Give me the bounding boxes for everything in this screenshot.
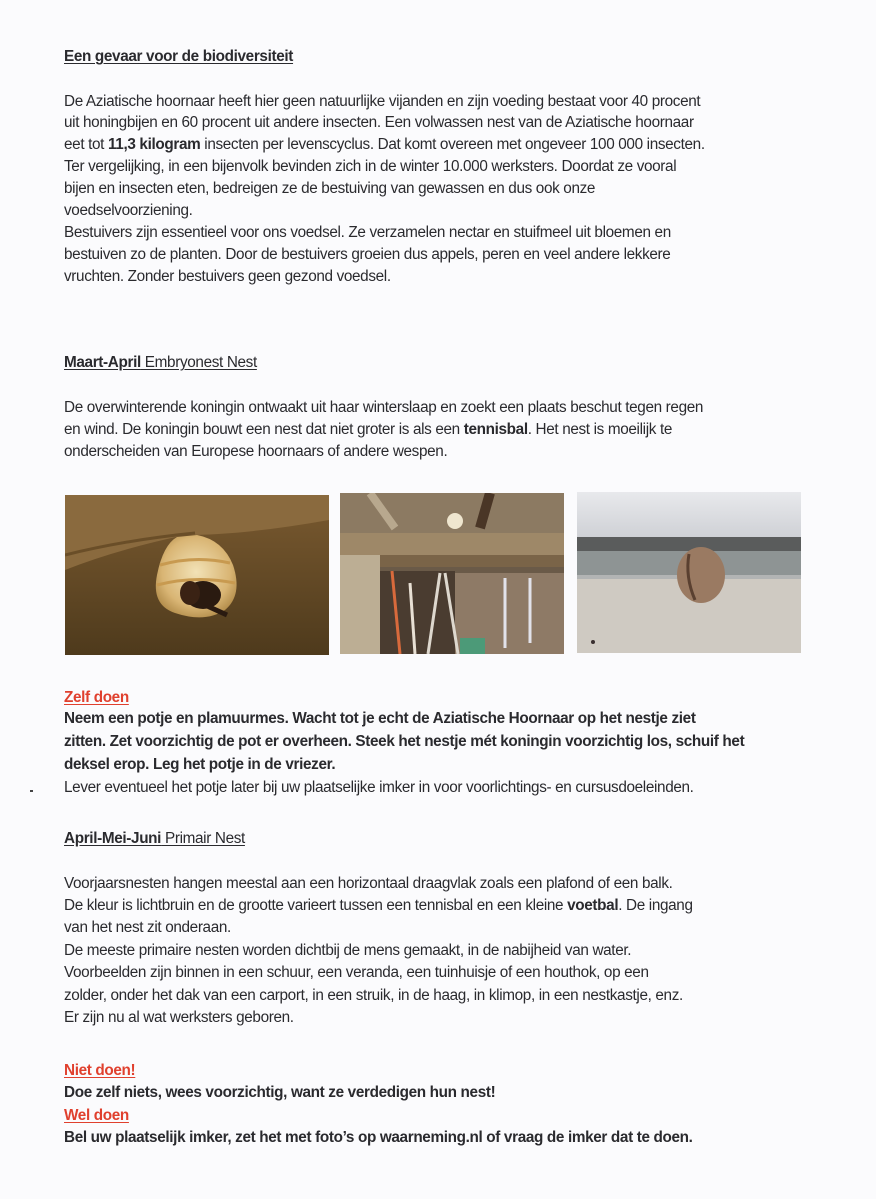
- paragraph-line: [64, 896, 693, 916]
- paragraph-line: Voorjaarsnesten hangen meestal aan een horizontaal draagvlak zoals een plafond of een balk.: [64, 875, 673, 892]
- paragraph-line: bestuiven zo de planten. Door de bestuivers groeien dus appels, peren en veel andere lekkere: [64, 246, 671, 263]
- embryo-nest-with-queen-photo: [65, 495, 329, 655]
- paragraph-line: Er zijn nu al wat werksters geboren.: [64, 1009, 294, 1026]
- paragraph-line: van het nest zit onderaan.: [64, 919, 231, 936]
- paragraph-line: onderscheiden van Europese hoornaars of andere wespen.: [64, 443, 448, 460]
- text-segment: De kleur is lichtbruin en de grootte varieert tussen een tennisbal en een kleine: [64, 897, 568, 914]
- heading-rest-part: Embryonest Nest: [140, 354, 257, 371]
- paragraph-line: vruchten. Zonder bestuivers geen gezond voedsel.: [64, 268, 391, 285]
- embryo-nest-photo-graphic: [65, 495, 329, 655]
- paragraph-line: Ter vergelijking, in een bijenvolk bevinden zich in de winter 10.000 werksters. Doordat ze vooral: [64, 158, 677, 175]
- bold-text-segment: voetbal: [567, 897, 619, 914]
- text-segment: insecten per levenscyclus. Dat komt overeen met ongeveer 100 000 insecten.: [200, 136, 705, 153]
- text-segment: eet tot: [64, 136, 108, 153]
- zelf-doen-title: Zelf doen: [64, 689, 129, 706]
- paragraph-line: Lever eventueel het potje later bij uw plaatselijke imker in voor voorlichtings- en cursusdoeleinden.: [64, 779, 694, 796]
- wel-doen-title: Wel doen: [64, 1107, 129, 1124]
- instruction-line: deksel erop. Leg het potje in de vriezer.: [64, 756, 336, 773]
- paragraph-line: Voorbeelden zijn binnen in een schuur, een veranda, een tuinhuisje of een houthok, op een: [64, 964, 649, 981]
- heading-bold-part: April-Mei-Juni: [64, 830, 162, 847]
- paragraph-line: [64, 135, 705, 155]
- paragraph-line: bijen en insecten eten, bedreigen ze de bestuiving van gewassen en dus ook onze: [64, 180, 596, 197]
- instruction-line: zitten. Zet voorzichtig de pot er overheen. Steek het nestje mét koningin voorzichtig los, schuif het: [64, 733, 745, 750]
- paragraph-line: zolder, onder het dak van een carport, in een struik, in de haag, in klimop, in een nestkastje, enz.: [64, 987, 683, 1004]
- scan-speck: [30, 790, 33, 792]
- gutter-photo-graphic: [577, 492, 801, 653]
- text-segment: en wind. De koningin bouwt een nest dat niet groter is als een: [64, 421, 464, 438]
- paragraph-line: uit honingbijen en 60 procent uit andere insecten. Een volwassen nest van de Aziatische hoornaar: [64, 114, 694, 131]
- warning-line: Doe zelf niets, wees voorzichtig, want ze verdedigen hun nest!: [64, 1084, 496, 1101]
- bold-text-segment: 11,3 kilogram: [107, 136, 201, 153]
- paragraph-line: De meeste primaire nesten worden dichtbij de mens gemaakt, in de nabijheid van water.: [64, 942, 632, 959]
- advice-text: Bel uw plaatselijk imker, zet het met foto’s op waarneming.nl of vraag de imker dat te doen.: [64, 1129, 693, 1146]
- instruction-line: Neem een potje en plamuurmes. Wacht tot je echt de Aziatische Hoornaar op het nestje ziet: [64, 710, 696, 727]
- section-heading-april-mei-juni: [64, 829, 245, 849]
- paragraph-line: De overwinterende koningin ontwaakt uit haar winterslaap en zoekt een plaats beschut tegen regen: [64, 399, 704, 416]
- paragraph-line: De Aziatische hoornaar heeft hier geen natuurlijke vijanden en zijn voeding bestaat voor 40 procent: [64, 93, 701, 110]
- paragraph-line: voedselvoorziening.: [64, 202, 193, 219]
- paragraph-line: Bestuivers zijn essentieel voor ons voedsel. Ze verzamelen nectar en stuifmeel uit bloemen en: [64, 224, 671, 241]
- text-segment: . De ingang: [618, 897, 693, 914]
- section-heading-maart-april: [64, 353, 257, 373]
- heading-rest-part: Primair Nest: [161, 830, 245, 847]
- shed-photo-graphic: [340, 493, 564, 654]
- section-heading-biodiversity: Een gevaar voor de biodiversiteit: [64, 48, 294, 65]
- paragraph-line: [64, 420, 672, 440]
- bold-text-segment: tennisbal: [463, 421, 528, 438]
- nest-under-gutter-photo: [577, 492, 801, 653]
- heading-bold-part: Maart-April: [64, 354, 141, 371]
- niet-doen-title: Niet doen!: [64, 1062, 136, 1079]
- text-segment: . Het nest is moeilijk te: [527, 421, 673, 438]
- advice-line: [64, 1128, 693, 1148]
- shed-interior-nest-photo: [340, 493, 564, 654]
